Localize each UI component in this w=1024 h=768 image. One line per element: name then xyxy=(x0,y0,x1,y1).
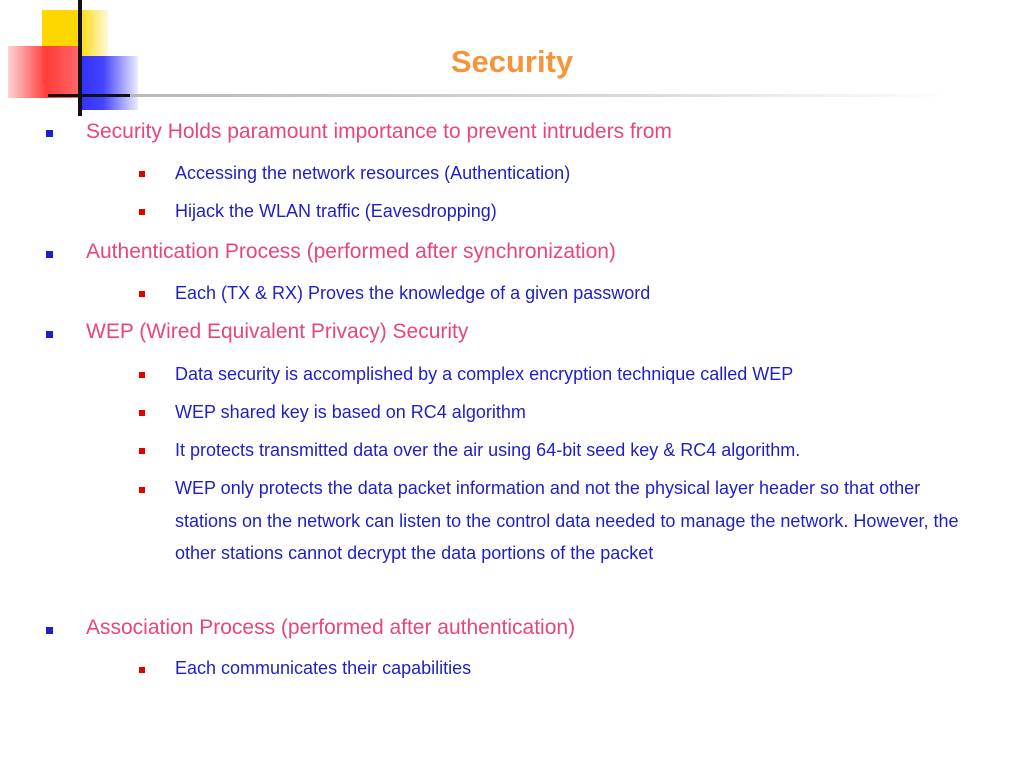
sub-bullet-marker xyxy=(139,291,145,297)
bullet-level1: Security Holds paramount importance to prevent intruders from xyxy=(86,120,672,143)
sub-bullet-marker xyxy=(139,448,145,454)
bullet-marker xyxy=(46,251,53,258)
bullet-marker xyxy=(46,130,53,137)
sub-bullet-marker xyxy=(139,410,145,416)
bullet-marker xyxy=(46,627,53,634)
bullet-level2: Accessing the network resources (Authentication) xyxy=(175,163,571,183)
bullet-level2: Hijack the WLAN traffic (Eavesdropping) xyxy=(175,201,497,221)
sub-bullet-marker xyxy=(139,487,145,493)
bullet-level2: Each (TX & RX) Proves the knowledge of a given password xyxy=(175,283,651,303)
bullet-level2: Data security is accomplished by a complex encryption technique called WEP xyxy=(175,364,794,384)
sub-bullet-marker xyxy=(139,667,145,673)
bullet-level1: Authentication Process (performed after synchronization) xyxy=(86,240,616,263)
bullet-level2: It protects transmitted data over the air using 64-bit seed key & RC4 algorithm. xyxy=(175,440,801,460)
bullet-level2: WEP only protects the data packet information and not the physical layer header so that other stations on the network can listen to the control data needed to manage the network. However, the other stations cannot decrypt the data portions of the packet xyxy=(175,478,959,563)
bullet-level2: WEP shared key is based on RC4 algorithm xyxy=(175,402,526,422)
bullet-marker xyxy=(46,331,53,338)
slide-title: Security xyxy=(450,44,574,79)
bullet-level2: Each communicates their capabilities xyxy=(175,658,472,678)
sub-bullet-marker xyxy=(139,372,145,378)
sub-bullet-marker xyxy=(139,209,145,215)
sub-bullet-marker xyxy=(139,171,145,177)
bullet-level1: WEP (Wired Equivalent Privacy) Security xyxy=(86,320,469,343)
bullet-level1: Association Process (performed after authentication) xyxy=(86,616,576,639)
